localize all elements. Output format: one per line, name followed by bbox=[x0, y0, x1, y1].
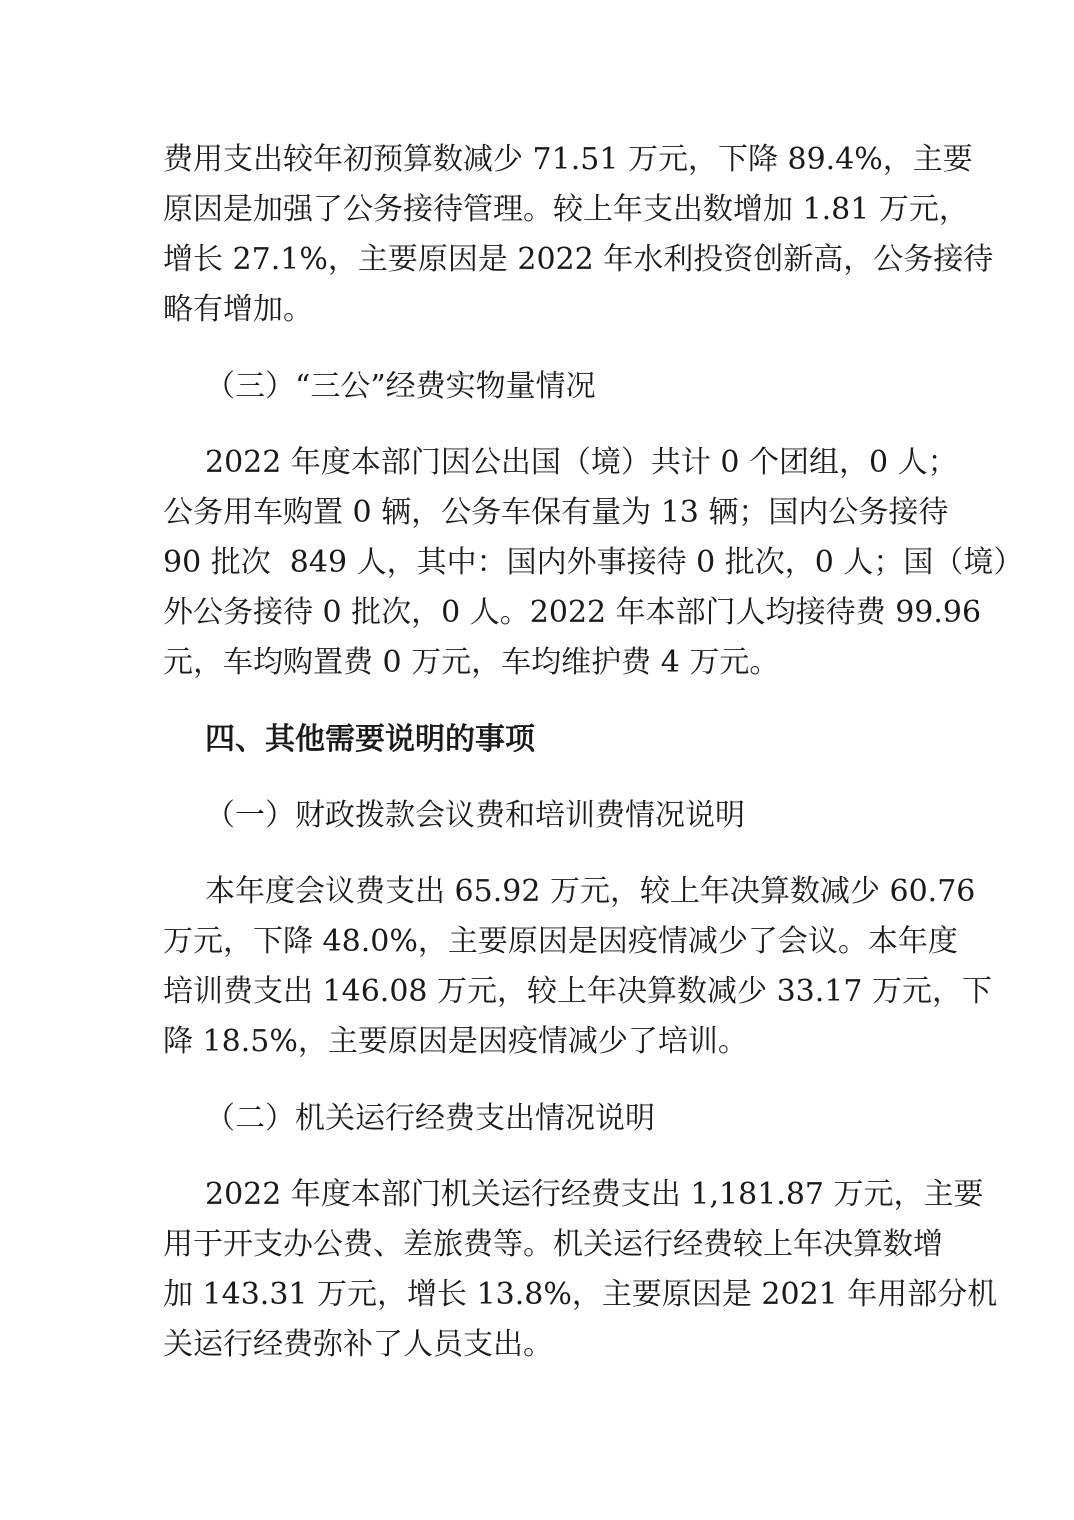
paragraph-2-line-3: 90 批次 849 人，其中：国内外事接待 0 批次，0 人；国（境） bbox=[163, 545, 1024, 580]
paragraph-1-line-3: 增长 27.1%，主要原因是 2022 年水利投资创新高，公务接待 bbox=[163, 242, 994, 277]
paragraph-1-line-2: 原因是加强了公务接待管理。较上年支出数增加 1.81 万元， bbox=[163, 192, 969, 227]
paragraph-3-line-4: 降 18.5%，主要原因是因疫情减少了培训。 bbox=[163, 1024, 748, 1059]
paragraph-1-line-1: 费用支出较年初预算数减少 71.51 万元，下降 89.4%，主要 bbox=[163, 142, 973, 177]
paragraph-2-line-2: 公务用车购置 0 辆，公务车保有量为 13 辆；国内公务接待 bbox=[163, 495, 949, 530]
paragraph-2-line-1: 2022 年度本部门因公出国（境）共计 0 个团组，0 人； bbox=[205, 445, 958, 480]
subheading-operating-expenses: （二）机关运行经费支出情况说明 bbox=[205, 1101, 655, 1136]
paragraph-4-line-1: 2022 年度本部门机关运行经费支出 1,181.87 万元，主要 bbox=[205, 1177, 984, 1212]
paragraph-4-line-2: 用于开支办公费、差旅费等。机关运行经费较上年决算数增 bbox=[163, 1227, 943, 1262]
section-four-heading: 四、其他需要说明的事项 bbox=[205, 722, 535, 757]
paragraph-2-line-4: 外公务接待 0 批次，0 人。2022 年本部门人均接待费 99.96 bbox=[163, 595, 982, 630]
paragraph-4-line-4: 关运行经费弥补了人员支出。 bbox=[163, 1327, 553, 1362]
paragraph-4-line-3: 加 143.31 万元，增长 13.8%，主要原因是 2021 年用部分机 bbox=[163, 1277, 998, 1312]
subheading-meeting-training-fees: （一）财政拨款会议费和培训费情况说明 bbox=[205, 798, 745, 833]
paragraph-1-line-4: 略有增加。 bbox=[163, 292, 313, 327]
paragraph-3-line-2: 万元，下降 48.0%，主要原因是因疫情减少了会议。本年度 bbox=[163, 924, 958, 959]
paragraph-2-line-5: 元，车均购置费 0 万元，车均维护费 4 万元。 bbox=[163, 645, 780, 680]
subheading-three-public-expenses: （三）“三公”经费实物量情况 bbox=[205, 369, 596, 404]
paragraph-3-line-1: 本年度会议费支出 65.92 万元，较上年决算数减少 60.76 bbox=[205, 874, 976, 909]
paragraph-3-line-3: 培训费支出 146.08 万元，较上年决算数减少 33.17 万元，下 bbox=[163, 974, 992, 1009]
